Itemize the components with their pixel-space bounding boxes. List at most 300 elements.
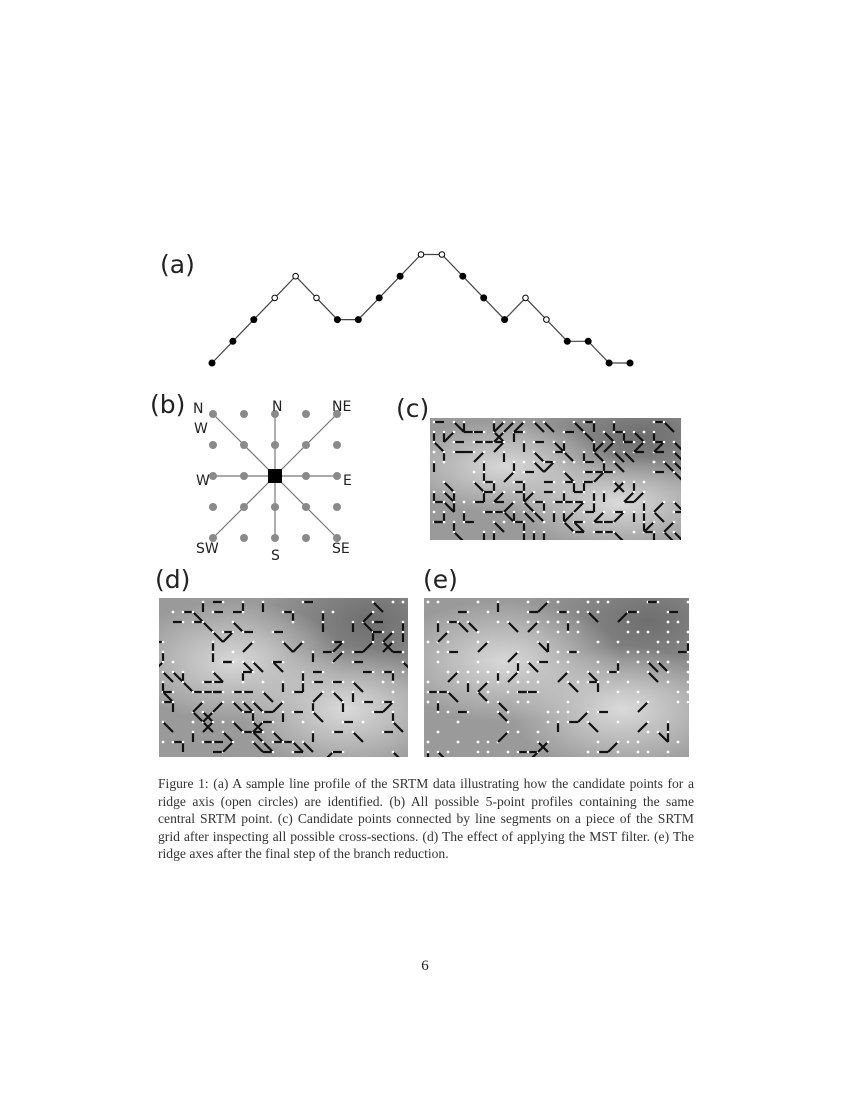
candidate-point	[563, 471, 566, 474]
ridge-segment	[564, 522, 574, 532]
candidate-point	[647, 631, 650, 634]
candidate-point	[483, 511, 486, 514]
candidate-point	[192, 691, 195, 694]
ridge-segment	[333, 652, 343, 662]
ridge-segment	[534, 452, 544, 462]
candidate-point	[673, 511, 676, 514]
candidate-point	[503, 521, 506, 524]
candidate-point	[527, 661, 530, 664]
candidate-point	[312, 681, 315, 684]
candidate-point	[687, 661, 689, 664]
candidate-point	[633, 491, 636, 494]
candidate-point	[443, 521, 446, 524]
ridge-segment	[604, 432, 614, 442]
candidate-point	[523, 461, 526, 464]
candidate-point	[222, 731, 225, 734]
candidate-point	[487, 611, 490, 614]
candidate-point	[162, 701, 165, 704]
candidate-point	[272, 631, 275, 634]
candidate-point	[382, 731, 385, 734]
candidate-point	[332, 611, 335, 614]
ridge-segment	[444, 502, 454, 512]
candidate-point	[527, 701, 530, 704]
candidate-point	[583, 431, 586, 434]
candidate-point	[202, 711, 205, 714]
candidate-point	[627, 621, 630, 624]
grid-point	[333, 472, 341, 480]
candidate-point	[262, 741, 265, 744]
candidate-point	[673, 471, 676, 474]
ridge-segment	[213, 672, 223, 682]
candidate-point	[633, 511, 636, 514]
candidate-point	[402, 631, 405, 634]
candidate-point	[613, 431, 616, 434]
ridge-segment	[353, 732, 363, 742]
candidate-point	[463, 421, 466, 424]
candidate-point	[597, 671, 600, 674]
candidate-point	[643, 511, 646, 514]
candidate-point	[633, 531, 636, 534]
candidate-point	[473, 501, 476, 504]
candidate-point	[567, 681, 570, 684]
ridge-segment	[634, 432, 644, 442]
grid-point	[302, 534, 310, 542]
candidate-point	[292, 751, 295, 754]
candidate-point	[372, 601, 375, 604]
ridge-segment	[363, 622, 373, 632]
candidate-point	[342, 701, 345, 704]
ridge-segment	[594, 442, 604, 452]
candidate-point	[513, 511, 516, 514]
candidate-point	[212, 741, 215, 744]
candidate-point	[527, 621, 530, 624]
candidate-point	[497, 671, 500, 674]
candidate-point	[567, 671, 570, 674]
candidate-point	[392, 601, 395, 604]
candidate-point	[553, 441, 556, 444]
ridge-segment	[233, 622, 243, 632]
candidate-point	[653, 441, 656, 444]
candidate-point	[202, 741, 205, 744]
candidate-point	[352, 681, 355, 684]
ridge-segment	[568, 682, 578, 692]
ridge-segment	[444, 432, 454, 442]
candidate-point	[507, 721, 510, 724]
candidate-point	[443, 461, 446, 464]
candidate-point	[483, 441, 486, 444]
candidate-point	[242, 601, 245, 604]
candidate-point	[523, 441, 526, 444]
candidate-point	[647, 721, 650, 724]
candidate-point	[657, 641, 660, 644]
ridge-segment	[383, 702, 393, 712]
candidate-point	[533, 511, 536, 514]
candidate-point	[212, 631, 215, 634]
candidate-point	[653, 531, 656, 534]
candidate-point	[603, 441, 606, 444]
panel-label-a: (a)	[160, 250, 195, 279]
candidate-point	[517, 681, 520, 684]
candidate-point	[453, 441, 456, 444]
candidate-point	[312, 711, 315, 714]
candidate-point	[352, 661, 355, 664]
candidate-point	[457, 741, 460, 744]
grid-point	[240, 534, 248, 542]
ridge-segment	[193, 712, 203, 722]
ridge-segment	[614, 532, 624, 540]
grid-point	[209, 441, 217, 449]
candidate-point	[453, 501, 456, 504]
candidate-point	[527, 611, 530, 614]
ridge-segment	[448, 692, 458, 702]
candidate-point	[583, 461, 586, 464]
candidate-point	[573, 421, 576, 424]
candidate-point	[232, 721, 235, 724]
candidate-point	[332, 691, 335, 694]
figure-caption: Figure 1: (a) A sample line profile of the SRTM data illustrating how the candidate points for a ridge axis (open circles) are identified. (b) All possible 5-point profiles containing the same central SRTM point. (c) Candidate points connected by line segments on a piece of the SRTM grid after inspecting all possible cross-sections. (d) The effect of applying the MST filter. (e) The ridge axes after the final step of the branch reduction.	[158, 776, 694, 862]
candidate-point	[447, 711, 450, 714]
ridge-segment	[223, 732, 233, 742]
candidate-point	[447, 671, 450, 674]
candidate-point	[647, 651, 650, 654]
candidate-point	[567, 711, 570, 714]
candidate-point	[437, 661, 440, 664]
ridge-segment	[163, 672, 173, 682]
candidate-point	[603, 431, 606, 434]
ridge-segment	[534, 462, 544, 472]
ridge-axes-map	[424, 598, 689, 757]
candidate-point	[607, 601, 610, 604]
candidate-point	[483, 461, 486, 464]
candidate-point	[597, 711, 600, 714]
candidate-point	[262, 711, 265, 714]
candidate-point	[557, 711, 560, 714]
ridge-segment	[664, 532, 674, 540]
candidate-point	[332, 641, 335, 644]
candidate-point	[322, 621, 325, 624]
candidate-point	[463, 521, 466, 524]
candidate-point	[392, 711, 395, 714]
candidate-point	[507, 671, 510, 674]
candidate-point	[493, 521, 496, 524]
candidate-point	[517, 731, 520, 734]
candidate-point	[202, 621, 205, 624]
candidate-point	[593, 491, 596, 494]
ridge-segment	[658, 662, 668, 672]
candidate-point	[477, 641, 480, 644]
candidate-point	[537, 741, 540, 744]
candidate-point	[252, 721, 255, 724]
ridge-segment	[538, 642, 548, 652]
candidate-point	[637, 691, 640, 694]
candidate-point	[607, 681, 610, 684]
ridge-segment	[564, 472, 574, 482]
candidate-point	[372, 621, 375, 624]
candidate-point	[587, 611, 590, 614]
ridge-segment	[594, 512, 604, 522]
candidate-point	[292, 611, 295, 614]
candidate-point	[427, 691, 430, 694]
candidate-point	[547, 711, 550, 714]
candidate-point	[557, 651, 560, 654]
candidate-point	[433, 441, 436, 444]
ridge-segment	[534, 512, 544, 522]
candidate-point	[513, 481, 516, 484]
candidate-point	[617, 751, 620, 754]
ridge-segment	[574, 422, 584, 432]
candidate-point	[242, 731, 245, 734]
candidate-point	[597, 661, 600, 664]
ridge-segment	[614, 512, 624, 522]
candidate-point	[252, 741, 255, 744]
candidate-point	[597, 611, 600, 614]
candidate-point	[382, 701, 385, 704]
candidate-point	[342, 721, 345, 724]
ridge-segment	[498, 712, 508, 722]
candidate-point	[537, 691, 540, 694]
ridge-segment	[654, 442, 664, 452]
candidate-point	[437, 651, 440, 654]
candidate-point	[667, 641, 670, 644]
candidate-point	[473, 481, 476, 484]
candidate-point	[483, 431, 486, 434]
candidate-point	[503, 441, 506, 444]
candidate-point	[242, 611, 245, 614]
candidate-point	[567, 611, 570, 614]
candidate-point	[557, 661, 560, 664]
ridge-segment	[403, 662, 408, 672]
candidate-point	[667, 681, 670, 684]
ridge-segment	[594, 472, 604, 482]
ridge-segment	[253, 702, 263, 712]
candidate-point	[503, 451, 506, 454]
ridge-segment	[674, 502, 681, 512]
candidate-point	[563, 451, 566, 454]
candidate-point	[517, 751, 520, 754]
candidate-point	[443, 431, 446, 434]
candidate-point	[547, 741, 550, 744]
candidate-point	[623, 451, 626, 454]
ridge-segment	[363, 642, 373, 652]
candidate-point	[523, 511, 526, 514]
candidate-point	[483, 471, 486, 474]
candidate-point	[613, 511, 616, 514]
candidate-point	[667, 731, 670, 734]
candidate-point	[533, 451, 536, 454]
ridge-segment	[223, 742, 233, 752]
candidate-point	[687, 631, 689, 634]
candidate-point	[443, 491, 446, 494]
ridge-segment	[674, 532, 681, 540]
candidate-point	[282, 641, 285, 644]
candidate-point	[557, 621, 560, 624]
ridge-segment	[508, 672, 518, 682]
candidate-point	[567, 701, 570, 704]
candidate-point	[222, 721, 225, 724]
candidate-point	[663, 441, 666, 444]
ridge-segment	[203, 622, 213, 632]
candidate-point	[302, 671, 305, 674]
candidate-point	[162, 661, 165, 664]
candidate-point	[362, 701, 365, 704]
candidate-point	[627, 681, 630, 684]
candidate-point	[477, 751, 480, 754]
dir-label-w: W	[196, 473, 210, 489]
candidate-point	[272, 731, 275, 734]
candidate-point	[477, 601, 480, 604]
candidate-point	[637, 651, 640, 654]
grid-point	[302, 441, 310, 449]
candidate-point	[322, 611, 325, 614]
candidate-point	[643, 521, 646, 524]
candidate-point	[557, 611, 560, 614]
grid-point	[302, 503, 310, 511]
candidate-point	[392, 691, 395, 694]
candidate-point	[437, 601, 440, 604]
candidate-point	[497, 621, 500, 624]
candidate-point	[252, 671, 255, 674]
candidate-point	[523, 471, 526, 474]
ridge-segment	[263, 742, 273, 752]
candidate-point	[312, 651, 315, 654]
candidate-point	[282, 711, 285, 714]
candidate-point	[212, 721, 215, 724]
candidate-point	[322, 671, 325, 674]
candidate-point	[613, 461, 616, 464]
candidate-point	[523, 521, 526, 524]
candidate-point	[493, 511, 496, 514]
ridge-segment	[243, 642, 253, 652]
grid-point	[333, 441, 341, 449]
candidate-point	[673, 461, 676, 464]
candidate-point	[667, 751, 670, 754]
candidate-point	[623, 431, 626, 434]
candidate-point	[553, 481, 556, 484]
ridge-segment	[444, 492, 454, 502]
candidate-point	[647, 751, 650, 754]
candidate-point	[392, 721, 395, 724]
candidate-point	[653, 421, 656, 424]
candidate-point	[467, 671, 470, 674]
candidate-point	[623, 511, 626, 514]
candidate-point	[182, 611, 185, 614]
candidate-point	[597, 751, 600, 754]
candidate-point	[382, 631, 385, 634]
candidate-point	[202, 681, 205, 684]
ridge-segment	[233, 722, 243, 732]
ridge-segment	[644, 522, 654, 532]
candidate-point	[232, 651, 235, 654]
candidate-point	[192, 731, 195, 734]
candidate-point	[447, 631, 450, 634]
candidate-point	[372, 611, 375, 614]
candidate-point	[583, 521, 586, 524]
candidate-point	[513, 421, 516, 424]
ridge-segment	[383, 632, 393, 642]
candidate-point	[242, 691, 245, 694]
candidate-point	[583, 501, 586, 504]
candidate-point	[487, 751, 490, 754]
candidate-point	[573, 461, 576, 464]
candidate-point	[162, 721, 165, 724]
candidate-point	[272, 751, 275, 754]
candidate-point	[613, 471, 616, 474]
candidate-point	[392, 671, 395, 674]
candidate-point	[302, 601, 305, 604]
candidate-point	[557, 721, 560, 724]
ridge-segment	[594, 452, 604, 462]
candidate-point	[607, 671, 610, 674]
ridge-segment	[454, 532, 464, 540]
grid-point	[209, 503, 217, 511]
central-point	[268, 469, 282, 483]
candidate-point	[617, 721, 620, 724]
candidate-point	[593, 531, 596, 534]
ridge-segment	[504, 422, 514, 432]
ridge-segment	[664, 522, 674, 532]
candidate-point	[392, 751, 395, 754]
candidate-point	[302, 681, 305, 684]
candidate-point	[463, 511, 466, 514]
candidate-point	[537, 681, 540, 684]
candidate-point	[583, 421, 586, 424]
candidate-point	[553, 491, 556, 494]
candidate-point	[617, 741, 620, 744]
candidate-point	[513, 501, 516, 504]
candidate-point	[603, 461, 606, 464]
candidate-point	[637, 701, 640, 704]
candidate-point	[667, 631, 670, 634]
candidate-point	[523, 491, 526, 494]
candidate-point	[673, 501, 676, 504]
candidate-point	[433, 431, 436, 434]
candidate-point	[533, 421, 536, 424]
ridge-segment	[654, 512, 664, 522]
ridge-segment	[558, 672, 568, 682]
candidate-point	[437, 701, 440, 704]
candidate-point	[457, 671, 460, 674]
candidate-point	[437, 621, 440, 624]
candidate-point	[447, 691, 450, 694]
candidate-point	[473, 471, 476, 474]
candidate-point	[443, 511, 446, 514]
ridge-segment	[528, 662, 538, 672]
candidate-point	[162, 641, 165, 644]
candidate-point	[533, 501, 536, 504]
ridge-segment	[608, 742, 618, 752]
candidate-point	[192, 721, 195, 724]
grid-point	[302, 472, 310, 480]
candidate-point	[467, 621, 470, 624]
candidate-point	[527, 681, 530, 684]
candidate-point	[372, 671, 375, 674]
candidate-point	[637, 631, 640, 634]
candidate-point	[647, 701, 650, 704]
candidate-point	[473, 451, 476, 454]
ridge-segment	[478, 642, 488, 652]
candidate-point	[232, 701, 235, 704]
candidate-point	[583, 471, 586, 474]
ridge-segment	[534, 422, 544, 432]
candidate-point	[362, 721, 365, 724]
candidate-point	[172, 661, 175, 664]
candidate-point	[457, 681, 460, 684]
candidate-point	[212, 651, 215, 654]
candidate-point	[587, 671, 590, 674]
candidate-point	[453, 521, 456, 524]
ridge-segment	[624, 452, 634, 462]
candidate-point	[493, 531, 496, 534]
